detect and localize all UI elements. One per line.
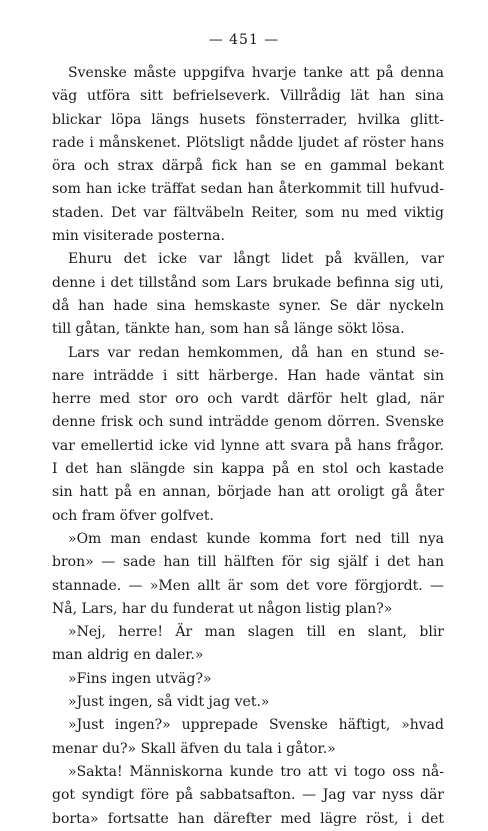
text-line: till gåtan, tänkte han, som han så länge sökt lösa. — [52, 321, 405, 338]
text-line: staden. Det var fältväbeln Reiter, som nu med viktig — [52, 204, 444, 221]
text-line: öra och strax därpå fick han se en gammal bekant — [52, 158, 444, 175]
page-number: — 451 — — [208, 32, 280, 48]
text-line: »Just ingen, så vidt jag vet.» — [68, 694, 270, 711]
text-line: och fram öfver golfvet. — [52, 507, 214, 524]
text-line: Ehuru det icke var långt lidet på kvällen, var — [68, 251, 444, 268]
text-line: I det han slängde sin kappa på en stol och kastade — [52, 461, 444, 478]
text-line: herre med stor oro och vardt därför helt glad, när — [52, 391, 444, 408]
body-text — [52, 62, 444, 831]
text-line: blickar löpa längs husets fönsterrader, hvilka glitt- — [52, 111, 444, 128]
text-line: borta» fortsatte han därefter med lägre röst, i det — [52, 810, 444, 827]
text-line: menar du?» Skall äfven du tala i gåtor.» — [52, 740, 336, 757]
text-line: »Sakta! Människorna kunde tro att vi togo oss nå- — [68, 763, 444, 780]
text-line: då han hade sina hemskaste syner. Se där nyckeln — [52, 297, 444, 314]
text-line: nare inträdde i sitt härberge. Han hade väntat sin — [52, 367, 444, 384]
text-line: som han icke träffat sedan han återkommit till hufvud- — [52, 181, 444, 198]
text-line: Svenske måste uppgifva hvarje tanke att på denna — [68, 65, 444, 81]
text-line: denne frisk och sund inträdde genom dörren. Svenske — [52, 414, 444, 431]
text-line: sin hatt på en annan, började han att oroligt gå åter — [52, 484, 444, 501]
text-line: bron» — sade han till hälften för sig själf i det han — [52, 554, 444, 571]
text-line: Nå, Lars, har du funderat ut någon listig plan?» — [52, 600, 393, 617]
text-line: »Just ingen?» upprepade Svenske häftigt, »hvad — [68, 717, 444, 734]
text-line: man aldrig en daler.» — [52, 647, 204, 664]
text-line: got syndigt före på sabbatsafton. — Jag var nyss där — [52, 787, 444, 804]
text-line: denne i det tillstånd som Lars brukade befinna sig uti, — [52, 274, 444, 291]
text-line: var emellertid icke vid lynne att svara på hans frågor. — [52, 437, 444, 454]
text-line: rade i månskenet. Plötsligt nådde ljudet af röster hans — [52, 134, 444, 151]
text-line: väg utföra sitt befrielseverk. Villrådig lät han sina — [52, 88, 444, 105]
text-line: min visiterade posterna. — [52, 228, 225, 245]
text-line: Lars var redan hemkommen, då han en stund se- — [68, 344, 444, 361]
text-line: »Nej, herre! Är man slagen till en slant, blir — [68, 624, 444, 641]
text-line: »Fins ingen utväg?» — [68, 670, 212, 687]
text-line: »Om man endast kunde komma fort ned till nya — [68, 530, 444, 547]
text-line: stannade. — »Men allt är som det vore förgjordt. — — [52, 577, 444, 594]
